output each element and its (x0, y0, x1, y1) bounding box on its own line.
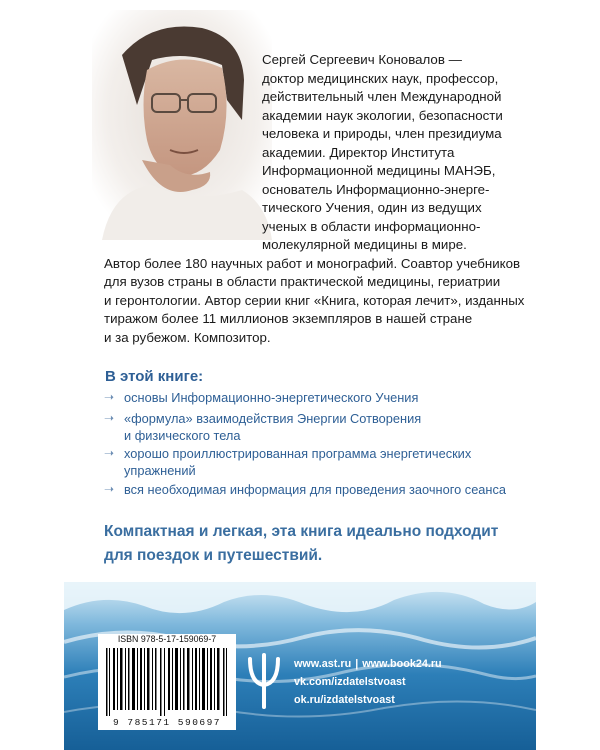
bio-line: Информационной медицины МАНЭБ, (262, 163, 496, 178)
bio-line: и геронтологии. Автор серии книг «Книга, которая лечит», изданных (104, 292, 525, 308)
author-portrait (92, 10, 272, 240)
link-vk[interactable]: vk.com/izdatelstvoast (294, 676, 406, 688)
in-book-title: В этой книге: (105, 368, 204, 385)
bio-line: академии. Директор Института (262, 144, 455, 160)
list-item-text: упражнений (124, 463, 196, 478)
barcode-number: 9 785171 590697 (112, 717, 221, 728)
bio-line: академии наук экологии, безопасности (262, 107, 503, 123)
list-item-text: «формула» взаимодействия Энергии Сотворения (124, 411, 422, 426)
bio-line: Автор более 180 научных работ и монографий. Соавтор учебников (104, 255, 521, 271)
bio-line: ученых в области информационно- (262, 218, 481, 234)
isbn-text: ISBN 978-5-17-159069-7 (117, 634, 217, 644)
chevron-arrow-icon: ➝ (104, 482, 115, 496)
barcode-bars (104, 648, 230, 716)
publisher-links-row (294, 658, 442, 670)
bio-line: человека и природы, член президиума (262, 126, 502, 141)
bio-line: доктор медицинских наук, профессор, (262, 70, 499, 86)
bio-line: молекулярной медицины в мире. (262, 237, 467, 252)
list-item-text: основы Информационно-энергетического Учения (124, 390, 419, 405)
chevron-arrow-icon: ➝ (104, 446, 115, 460)
author-name: Сергей Сергеевич Коновалов — (262, 52, 462, 67)
bio-line: основатель Информационно-энерге- (262, 181, 490, 197)
list-item-text: хорошо проиллюстрированная программа энергетических (124, 446, 472, 461)
chevron-arrow-icon: ➝ (104, 411, 115, 425)
promo-line: для поездок и путешествий. (104, 547, 323, 564)
promo-line: Компактная и легкая, эта книга идеально подходит (104, 523, 499, 540)
link-ast[interactable]: www.ast.ru (294, 658, 352, 670)
bio-line: действительный член Международной (262, 89, 502, 104)
bio-line: тического Учения, один из ведущих (262, 200, 482, 215)
chevron-arrow-icon: ➝ (104, 390, 115, 404)
bio-line: и за рубежом. Композитор. (104, 329, 271, 345)
separator: | (355, 658, 359, 670)
list-item-text: вся необходимая информация для проведения заочного сеанса (124, 482, 507, 497)
bio-line: тиражом более 11 миллионов экземпляров в нашей стране (104, 311, 473, 326)
barcode (98, 634, 236, 730)
link-ok[interactable]: ok.ru/izdatelstvoast (294, 694, 395, 706)
bio-line: для вузов страны в области практической медицины, гериатрии (104, 274, 501, 289)
list-item-text: и физического тела (124, 428, 241, 443)
link-book24[interactable]: www.book24.ru (362, 658, 442, 670)
psi-logo-icon (244, 651, 284, 711)
